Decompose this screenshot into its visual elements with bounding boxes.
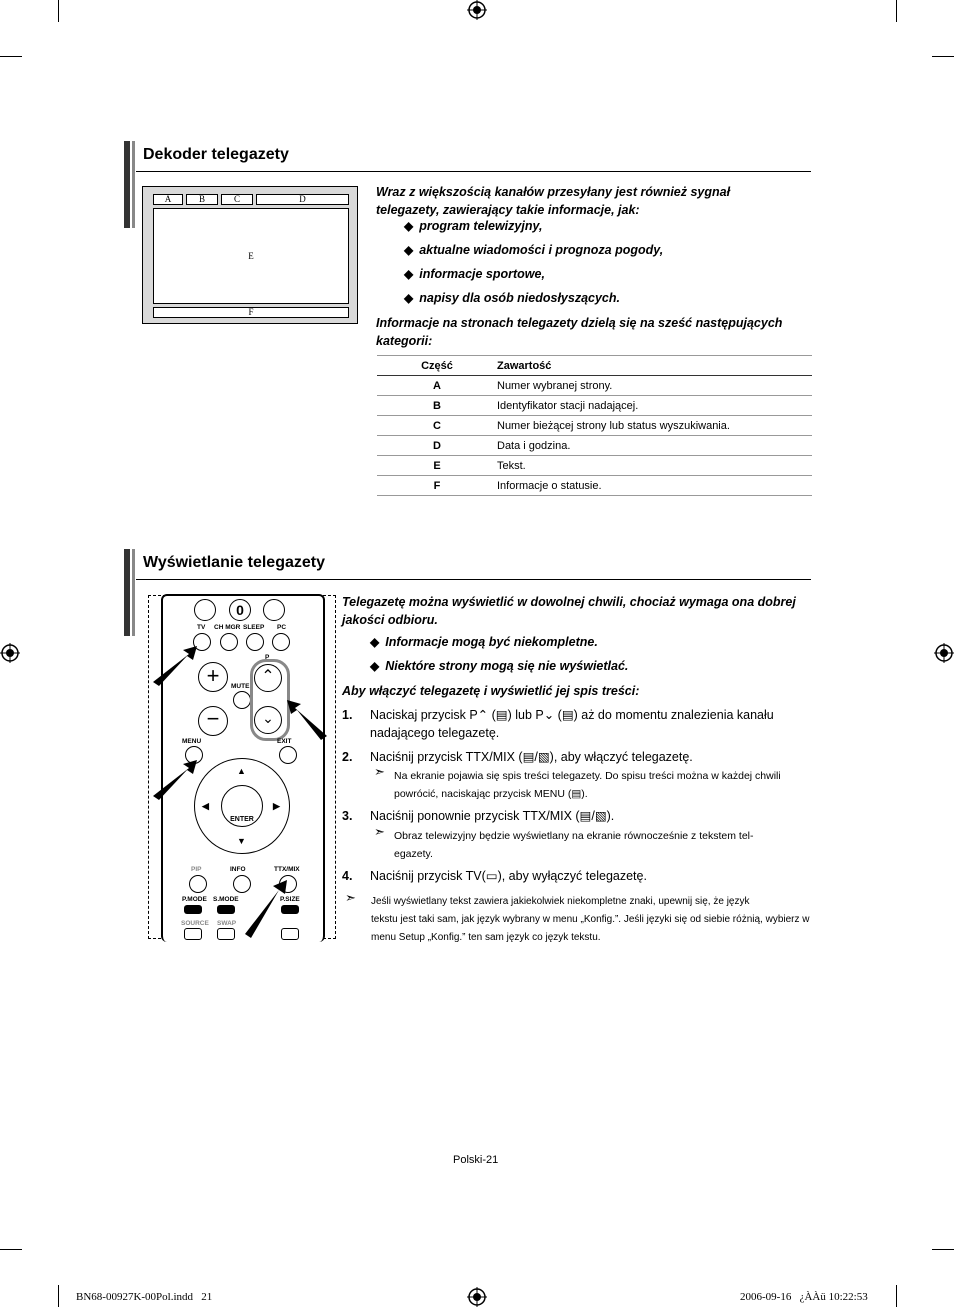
registration-mark-icon <box>467 0 487 20</box>
pointer-arrow-icon <box>239 876 289 938</box>
table-header: Część <box>377 356 497 376</box>
table-cell: Numer bieżącej strony lub status wyszukiwania. <box>497 416 812 436</box>
step-text: nadającego telegazetę. <box>370 726 500 740</box>
source-button[interactable] <box>184 928 202 940</box>
registration-mark-icon <box>0 643 20 663</box>
dpad-up-arrow-icon: ▲ <box>237 766 246 776</box>
categories-table <box>377 355 812 496</box>
note-arrow-icon: ➣ <box>374 764 385 779</box>
note-arrow-icon: ➣ <box>374 824 385 839</box>
step-text: Naciśnij przycisk TV(▭), aby wyłączyć telegazetę. <box>370 869 647 883</box>
volume-up-button[interactable]: + <box>198 662 228 692</box>
pointer-arrow-icon <box>149 644 199 686</box>
dpad-left-arrow-icon: ◀ <box>202 801 209 811</box>
bullet-item: ◆ informacje sportowe, <box>404 267 545 281</box>
table-row <box>377 476 812 496</box>
bullet-item: ◆ napisy dla osób niedosłyszących. <box>404 291 620 305</box>
table-row <box>377 416 812 436</box>
step-4 <box>342 867 812 885</box>
menu-label: MENU <box>182 738 202 745</box>
step-text: Naciśnij ponownie przycisk TTX/MIX (▤/▧). <box>370 809 615 823</box>
channel-down-button[interactable]: ⌄ <box>254 706 282 734</box>
pc-label: PC <box>277 624 287 631</box>
diagram-label-e: E <box>248 251 254 261</box>
bullet-item: ◆ Niektóre strony mogą się nie wyświetlać. <box>370 659 628 673</box>
pmode-label: P.MODE <box>182 896 207 903</box>
remote-control-illustration <box>148 595 336 939</box>
footer-right: 2006-09-16 ¿ÀÀü 10:22:53 <box>740 1291 868 1303</box>
section-bar <box>124 549 130 636</box>
sleep-label: SLEEP <box>243 624 265 631</box>
bullet-item: ◆ program telewizyjny, <box>404 219 542 233</box>
diagram-box-d: D <box>256 194 349 205</box>
teletext-button[interactable] <box>263 599 285 621</box>
smode-button[interactable] <box>217 905 235 914</box>
note-text: powrócić, naciskając przycisk MENU (▤). <box>394 788 588 800</box>
section1-intro: Wraz z większością kanałów przesyłany jest również sygnał telegazety, zawierający takie informacje, jak: <box>376 185 731 217</box>
crop-mark <box>896 0 897 22</box>
pointer-arrow-icon <box>149 756 199 800</box>
crop-mark <box>58 1285 59 1307</box>
crop-mark <box>896 1285 897 1307</box>
source-label: SOURCE <box>181 920 209 927</box>
diagram-box-a: A <box>153 194 183 205</box>
table-cell: E <box>377 456 497 476</box>
sleep-button[interactable] <box>246 633 264 651</box>
section-title: Wyświetlanie telegazety <box>143 554 325 571</box>
table-cell: Data i godzina. <box>497 436 812 456</box>
pointer-arrow-icon <box>283 696 331 740</box>
table-row <box>377 436 812 456</box>
bullet-item: ◆ aktualne wiadomości i prognoza pogody, <box>404 243 663 257</box>
dpad-down-arrow-icon: ▼ <box>237 836 246 846</box>
pmode-button[interactable] <box>184 905 202 914</box>
section-bar <box>132 141 135 228</box>
psize-label: P.SIZE <box>280 896 300 903</box>
final-note-text: Jeśli wyświetlany tekst zawiera jakiekolwiek niekompletne znaki, upewnij się, że język <box>371 896 750 907</box>
section-rule <box>136 171 811 172</box>
volume-down-button[interactable]: − <box>198 706 228 736</box>
info-label: INFO <box>230 866 246 873</box>
step-3 <box>342 807 812 825</box>
step-number: 2. <box>342 750 353 764</box>
dpad-right-arrow-icon: ▶ <box>273 801 280 811</box>
chmgr-button[interactable] <box>220 633 238 651</box>
section-title: Dekoder telegazety <box>143 146 289 163</box>
step-1 <box>342 706 812 742</box>
diagram-box-f: F <box>153 307 349 318</box>
smode-label: S.MODE <box>213 896 239 903</box>
mute-label: MUTE <box>231 683 250 690</box>
section-rule <box>136 579 811 580</box>
pc-button[interactable] <box>272 633 290 651</box>
enter-button[interactable] <box>221 785 263 827</box>
table-cell: B <box>377 396 497 416</box>
howto-heading: Aby włączyć telegazetę i wyświetlić jej spis treści: <box>342 684 640 698</box>
note-text: egazety. <box>394 848 433 860</box>
categories-intro: Informacje na stronach telegazety dzielą się na sześć następujących kategorii: <box>376 316 783 348</box>
teletext-diagram <box>142 186 358 324</box>
diagram-box-c: C <box>221 194 253 205</box>
tv-label: TV <box>197 624 206 631</box>
p-label: P <box>265 654 270 661</box>
registration-mark-icon <box>934 643 954 663</box>
table-row <box>377 396 812 416</box>
note-text: Na ekranie pojawia się spis treści telegazety. Do spisu treści można w każdej chwili <box>394 770 781 782</box>
step-text: Naciskaj przycisk P⌃ (▤) lub P⌄ (▤) aż do momentu znalezienia kanału <box>370 708 774 722</box>
enter-label: ENTER <box>230 816 254 823</box>
step-number: 4. <box>342 869 353 883</box>
table-cell: Tekst. <box>497 456 812 476</box>
section-bar <box>132 549 135 636</box>
table-cell: F <box>377 476 497 496</box>
step-text: Naciśnij przycisk TTX/MIX (▤/▧), aby włączyć telegazetę. <box>370 750 693 764</box>
footer-left: BN68-00927K-00Pol.indd 21 <box>76 1291 213 1303</box>
pip-label: PIP <box>191 866 202 873</box>
final-note-text: menu Setup „Konfig.” ten sam język co język tekstu. <box>371 932 601 943</box>
exit-label: EXIT <box>277 738 292 745</box>
table-row <box>377 376 812 396</box>
table-row <box>377 456 812 476</box>
table-cell: D <box>377 436 497 456</box>
zero-label: 0 <box>236 602 244 618</box>
step-number: 3. <box>342 809 353 823</box>
diagram-box-b: B <box>186 194 218 205</box>
pip-button[interactable] <box>189 875 207 893</box>
swap-button[interactable] <box>217 928 235 940</box>
diagram-box-e <box>153 208 349 304</box>
final-note-text: tekstu jest taki sam, jak język wybrany w menu „Konfig.”. Jeśli języki się od siebie różnią, wybierz w <box>371 914 810 925</box>
exit-button[interactable] <box>279 746 297 764</box>
table-header: Zawartość <box>497 356 812 376</box>
crop-mark <box>932 1249 954 1250</box>
blank-button[interactable] <box>194 599 216 621</box>
ttxmix-label: TTX/MIX <box>274 866 300 873</box>
registration-mark-icon <box>467 1287 487 1307</box>
step-2 <box>342 748 812 766</box>
table-cell: C <box>377 416 497 436</box>
table-cell: A <box>377 376 497 396</box>
crop-mark <box>0 56 22 57</box>
step-number: 1. <box>342 708 353 722</box>
table-header-row <box>377 356 812 376</box>
table-cell: Identyfikator stacji nadającej. <box>497 396 812 416</box>
crop-mark <box>932 56 954 57</box>
channel-up-button[interactable]: ⌃ <box>254 664 282 692</box>
page-number: Polski-21 <box>453 1154 499 1166</box>
chmgr-label: CH MGR <box>214 624 241 631</box>
section2-intro: Telegazetę można wyświetlić w dowolnej chwili, chociaż wymaga ona dobrej jakości odbioru. <box>342 595 796 627</box>
table-cell: Numer wybranej strony. <box>497 376 812 396</box>
note-text: Obraz telewizyjny będzie wyświetlany na ekranie równocześnie z tekstem tel- <box>394 830 754 842</box>
zero-button[interactable] <box>229 599 251 621</box>
swap-label: SWAP <box>217 920 237 927</box>
bullet-item: ◆ Informacje mogą być niekompletne. <box>370 635 598 649</box>
note-arrow-icon: ➣ <box>345 890 356 905</box>
crop-mark <box>0 1249 22 1250</box>
section-bar <box>124 141 130 228</box>
table-cell: Informacje o statusie. <box>497 476 812 496</box>
mute-button[interactable] <box>233 691 251 709</box>
crop-mark <box>58 0 59 22</box>
